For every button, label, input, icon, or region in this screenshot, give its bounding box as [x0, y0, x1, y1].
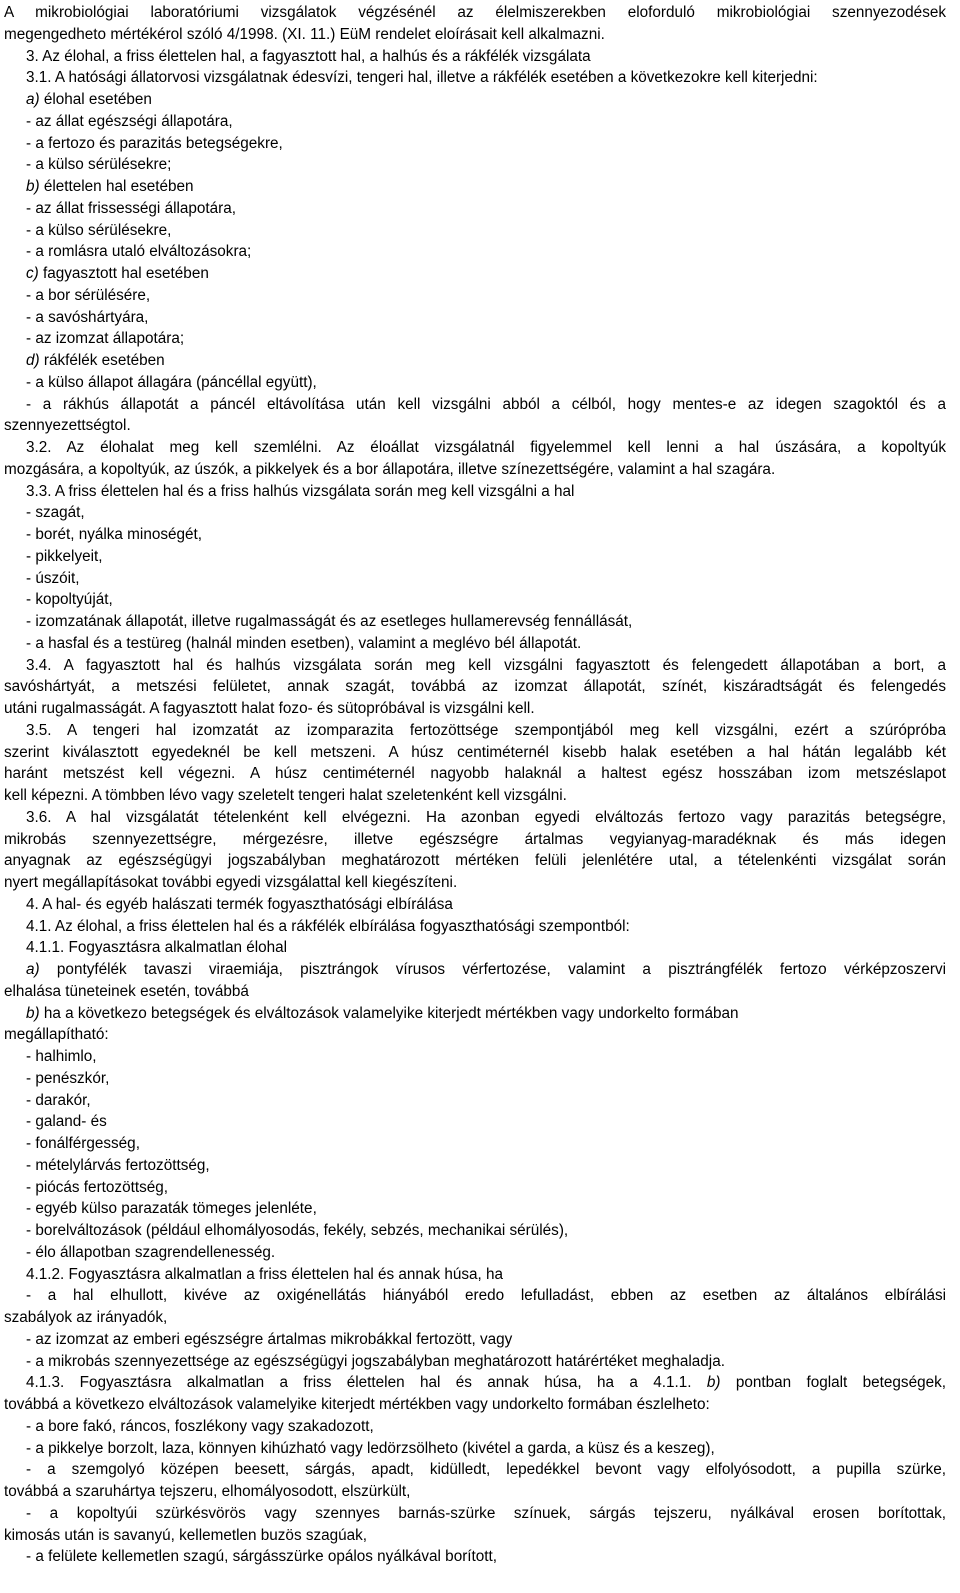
- line-text: - a külso állapot állagára (páncéllal együtt),: [26, 373, 317, 391]
- text-line: [4, 1351, 946, 1373]
- text-line: [4, 198, 946, 220]
- line-text: - mételylárvás fertozöttség,: [26, 1156, 210, 1174]
- text-line: [4, 1503, 946, 1525]
- text-line: [4, 350, 946, 372]
- line-text: továbbá a következo elváltozások valamelyike kiterjedt mértékben vagy undorkelto formában észlelheto:: [4, 1396, 710, 1413]
- text-line: [4, 589, 946, 611]
- line-text: utáni rugalmasságát. A fagyasztott halat fozo- és sütopróbával is vizsgálni kell.: [4, 700, 535, 717]
- line-text: mikrobás szennyezettségre, mérgezésre, illetve egészségre ártalmas vegyianyag-maradéknak és más idegen: [4, 830, 946, 848]
- line-text: - fonálférgesség,: [26, 1135, 140, 1152]
- text-line: [4, 133, 946, 155]
- line-text: szabályok az irányadók,: [4, 1309, 168, 1326]
- line-text: kimosás után is savanyú, kellemetlen buzös szagúak,: [4, 1526, 368, 1544]
- line-text: szerint kiválasztott egyedeknél be kell metszeni. A húsz centiméternél kisebb halak esetében a hal hátán legalább két: [4, 743, 946, 761]
- line-text: 3.5. A tengeri hal izomzatát az izomparazita fertozöttsége szempontjából meg kell vizsgálni, ezért a szúrópróba: [26, 721, 946, 739]
- line-text: 4. A hal- és egyéb halászati termék fogyaszthatósági elbírálása: [26, 895, 453, 913]
- text-line: [4, 872, 946, 894]
- text-line: [4, 67, 946, 89]
- line-text: - a külso sérülésekre;: [26, 156, 172, 174]
- line-text: élettelen hal esetében: [39, 178, 194, 195]
- line-text: pontban foglalt betegségek,: [720, 1374, 946, 1392]
- text-line: [4, 676, 946, 698]
- line-text: 4.1. Az élohal, a friss élettelen hal és a rákfélék elbírálása fogyaszthatósági szempontból:: [26, 917, 630, 935]
- item-label: d): [26, 352, 40, 369]
- line-text: rákfélék esetében: [39, 352, 165, 369]
- line-text: - a szemgolyó középen beesett, sárgás, apadt, kidülledt, lepedékkel bevont vagy elfolyósodott, a pupilla szürke,: [26, 1461, 946, 1479]
- line-text: - úszóit,: [26, 569, 80, 587]
- text-line: [4, 611, 946, 633]
- text-line: [4, 1264, 946, 1286]
- line-text: szennyezettségtol.: [4, 417, 131, 435]
- line-text: - penészkór,: [26, 1069, 110, 1087]
- line-text: - galand- és: [26, 1113, 107, 1131]
- text-line: [4, 111, 946, 133]
- text-line: [4, 1155, 946, 1177]
- text-line: [4, 937, 946, 959]
- text-line: [4, 502, 946, 524]
- text-line: [4, 1481, 946, 1503]
- text-line: [4, 1133, 946, 1155]
- line-text: - a mikrobás szennyezettsége az egészségügyi jogszabályban meghatározott határértéket meghaladja.: [26, 1352, 725, 1370]
- text-line: [4, 394, 946, 416]
- line-text: haránt metszést kell végezni. A húsz centiméternél nagyobb halaknál a haltest egész hosszában izom metszéslapot: [4, 765, 946, 783]
- line-text: - a savóshártyára,: [26, 308, 149, 326]
- line-text: - borelváltozások (például elhomályosodás, fekély, sebzés, mechanikai sérülés),: [26, 1222, 569, 1239]
- line-text: 3.3. A friss élettelen hal és a friss halhús vizsgálata során meg kell vizsgálni a hal: [26, 482, 575, 500]
- line-text: mozgására, a kopoltyúk, az úszók, a pikkelyek és a bor állapotára, illetve színezettségére, valamint a hal szagára.: [4, 460, 776, 478]
- line-text: - a bor sérülésére,: [26, 286, 151, 304]
- text-line: [4, 981, 946, 1003]
- text-line: [4, 241, 946, 263]
- line-text: A mikrobiológiai laboratóriumi vizsgálatok végzésénél az élelmiszerekben eloforduló mikrobiológiai szennyezodések: [4, 4, 946, 21]
- item-label: b): [26, 178, 40, 195]
- text-line: [4, 524, 946, 546]
- line-text: - borét, nyálka minoségét,: [26, 526, 203, 543]
- line-text: - a bore fakó, ráncos, foszlékony vagy szakadozott,: [26, 1417, 374, 1435]
- line-text: - élo állapotban szagrendellenesség.: [26, 1243, 276, 1261]
- text-line: [4, 220, 946, 242]
- text-line: [4, 698, 946, 720]
- text-line: [4, 1024, 946, 1046]
- line-text: - szagát,: [26, 504, 85, 522]
- line-text: 4.1.1. Fogyasztásra alkalmatlan élohal: [26, 939, 288, 957]
- line-text: megállapítható:: [4, 1026, 109, 1044]
- line-text: pontyfélék tavaszi viraemiája, pisztrángok vírusos vérfertozése, valamint a pisztrángfélék fertozo vérképzoszervi: [39, 961, 946, 978]
- line-text: - darakór,: [26, 1091, 91, 1109]
- text-line: [4, 916, 946, 938]
- line-text: - a pikkelye borzolt, laza, könnyen kihúzható vagy ledörzsölheto (kivétel a garda, a küsz és a keszeg),: [26, 1439, 715, 1457]
- text-line: [4, 742, 946, 764]
- text-line: [4, 655, 946, 677]
- line-text: 3.4. A fagyasztott hal és halhús vizsgálata során meg kell vizsgálni fagyasztott és felengedett állapotában a bort, a: [26, 656, 946, 674]
- text-line: [4, 720, 946, 742]
- line-text: 3.2. Az élohalat meg kell szemlélni. Az éloállat vizsgálatnál figyelemmel kell lenni a hal úszására, a kopoltyúk: [26, 439, 946, 456]
- item-label: b): [706, 1374, 721, 1392]
- text-line: [4, 2, 946, 24]
- text-line: [4, 1003, 946, 1025]
- line-text: - az izomzat az emberi egészségre ártalmas mikrobákkal fertozött, vagy: [26, 1330, 513, 1348]
- text-line: [4, 481, 946, 503]
- text-line: [4, 459, 946, 481]
- item-label: a): [26, 961, 40, 978]
- line-text: anyagnak az egészségügyi jogszabályban meghatározott mértéken felüli jelenlétére utal, a tételenkénti vizsgálat során: [4, 852, 946, 870]
- text-line: [4, 24, 946, 46]
- text-line: [4, 415, 946, 437]
- text-line: [4, 1111, 946, 1133]
- text-line: [4, 89, 946, 111]
- text-line: [4, 437, 946, 459]
- item-label: c): [26, 265, 39, 282]
- text-line: [4, 829, 946, 851]
- text-line: [4, 546, 946, 568]
- line-text: megengedheto mértékérol szóló 4/1998. (XI. 11.) EüM rendelet eloírásait kell alkalmazni.: [4, 25, 605, 43]
- text-line: [4, 176, 946, 198]
- line-text: 4.1.2. Fogyasztásra alkalmatlan a friss élettelen hal és annak húsa, ha: [26, 1265, 504, 1283]
- line-text: elhalása tüneteinek esetén, továbbá: [4, 982, 249, 1000]
- line-text: élohal esetében: [39, 91, 152, 108]
- line-text: - pikkelyeit,: [26, 547, 103, 565]
- line-text: - a hal elhullott, kivéve az oxigénellátás hiányából eredo lefulladást, ebben az esetben az általános elbírálási: [26, 1287, 946, 1305]
- text-line: [4, 1220, 946, 1242]
- text-line: [4, 1438, 946, 1460]
- line-text: - a rákhús állapotát a páncél eltávolítása után kell vizsgálni abból a célból, hogy mentes-e az idegen szagoktól és a: [26, 395, 946, 413]
- text-line: [4, 1242, 946, 1264]
- text-line: [4, 785, 946, 807]
- text-line: [4, 1546, 946, 1568]
- line-text: - az izomzat állapotára;: [26, 330, 185, 348]
- text-line: [4, 1394, 946, 1416]
- line-text: - az állat egészségi állapotára,: [26, 112, 233, 130]
- line-text: - az állat frissességi állapotára,: [26, 199, 237, 217]
- line-text: 3.6. A hal vizsgálatát tételenként kell elvégezni. Ha azonban egyedi elváltozás fertozo vagy parazitás betegségre,: [26, 808, 946, 826]
- text-line: [4, 894, 946, 916]
- text-line: [4, 1372, 946, 1394]
- item-label: a): [26, 91, 40, 108]
- line-text: - piócás fertozöttség,: [26, 1178, 168, 1196]
- line-text: - a felülete kellemetlen szagú, sárgásszürke opálos nyálkával borított,: [26, 1548, 498, 1566]
- text-line: [4, 154, 946, 176]
- text-line: [4, 263, 946, 285]
- text-line: [4, 1046, 946, 1068]
- text-line: [4, 1416, 946, 1438]
- line-text: 3.1. A hatósági állatorvosi vizsgálatnak édesvízi, tengeri hal, illetve a rákfélék esetében a következokre kell kiterjedni:: [26, 69, 818, 87]
- text-line: [4, 1198, 946, 1220]
- line-text: - a hasfal és a testüreg (halnál minden esetben), valamint a meglévo bél állapotát.: [26, 634, 582, 652]
- line-text: - a kopoltyúi szürkésvörös vagy szennyes barnás-szürke színuek, sárgás tejszeru, nyálkával erosen borítottak,: [26, 1504, 946, 1522]
- text-line: [4, 1307, 946, 1329]
- text-line: [4, 1285, 946, 1307]
- item-label: b): [26, 1004, 40, 1022]
- text-line: [4, 807, 946, 829]
- line-text: 3. Az élohal, a friss élettelen hal, a fagyasztott hal, a halhús és a rákfélék vizsgálata: [26, 47, 591, 65]
- text-line: [4, 46, 946, 68]
- line-text: - kopoltyúját,: [26, 591, 113, 609]
- line-text: savóshártyát, a metszési felületet, annak szagát, továbbá az izomzat állapotát, színét, kiszáradtságát és felengedés: [4, 678, 946, 696]
- text-line: [4, 1177, 946, 1199]
- text-line: [4, 1525, 946, 1547]
- line-text: - a fertozo és parazitás betegségekre,: [26, 134, 283, 152]
- text-line: [4, 307, 946, 329]
- line-text: - halhimlo,: [26, 1048, 97, 1065]
- text-line: [4, 1090, 946, 1112]
- line-text: továbbá a szaruhártya tejszeru, elhomályosodott, elszürkült,: [4, 1483, 411, 1500]
- text-line: [4, 1459, 946, 1481]
- text-line: [4, 633, 946, 655]
- line-text: ha a következo betegségek és elváltozások valamelyike kiterjedt mértékben vagy undorkelto formában: [39, 1004, 739, 1022]
- text-line: [4, 372, 946, 394]
- text-line: [4, 850, 946, 872]
- line-text: fagyasztott hal esetében: [38, 265, 209, 282]
- line-text: 4.1.3. Fogyasztásra alkalmatlan a friss élettelen hal és annak húsa, ha a 4.1.1.: [26, 1374, 707, 1392]
- text-line: [4, 1329, 946, 1351]
- text-line: [4, 763, 946, 785]
- text-line: [4, 959, 946, 981]
- text-line: [4, 1068, 946, 1090]
- line-text: - a romlásra utaló elváltozásokra;: [26, 243, 252, 261]
- text-line: [4, 328, 946, 350]
- line-text: - izomzatának állapotát, illetve rugalmasságát és az esetleges hullamerevség fennállását,: [26, 613, 633, 630]
- line-text: - a külso sérülésekre,: [26, 221, 172, 239]
- line-text: - egyéb külso parazaták tömeges jelenléte,: [26, 1200, 317, 1218]
- text-line: [4, 568, 946, 590]
- line-text: nyert megállapításokat további egyedi vizsgálattal kell kiegészíteni.: [4, 874, 458, 891]
- text-line: [4, 285, 946, 307]
- line-text: kell képezni. A tömbben lévo vagy szeletelt tengeri halat szeletenként kell vizsgálni.: [4, 787, 567, 804]
